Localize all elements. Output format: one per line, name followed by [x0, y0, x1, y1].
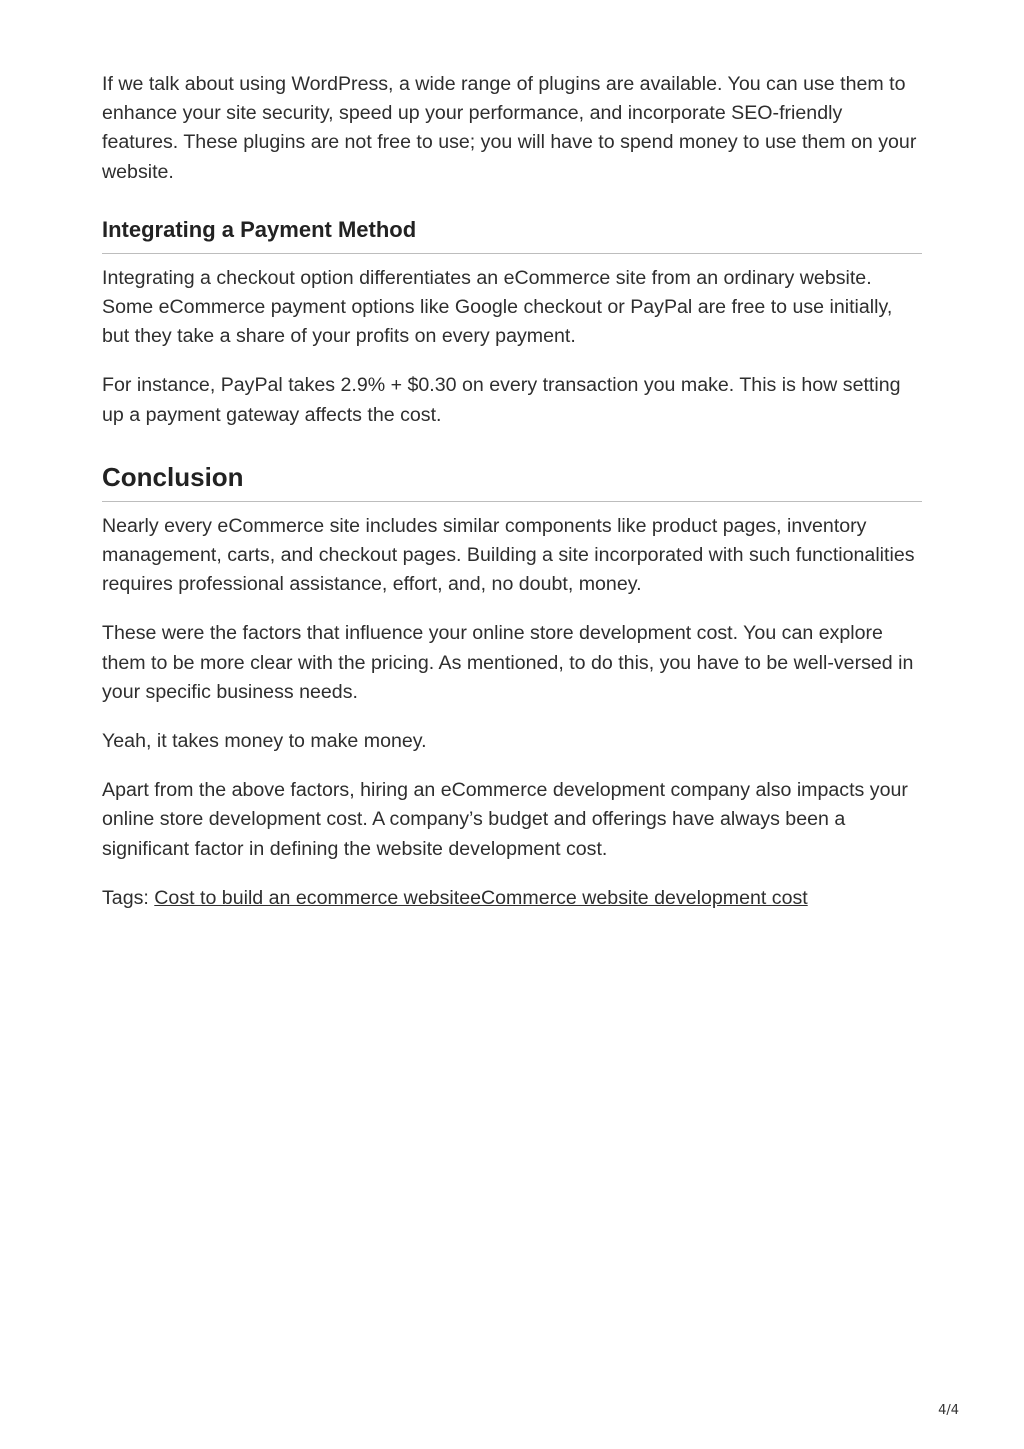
payment-method-heading: Integrating a Payment Method [102, 215, 922, 254]
conclusion-heading: Conclusion [102, 460, 922, 502]
intro-paragraph: If we talk about using WordPress, a wide range of plugins are available. You can use them to enhance your site security, speed up your performance, and incorporate SEO-friendly features. These plugins are not free to use; you will have to spend money to use them on your website. [102, 73, 917, 183]
payment-paragraph-2: For instance, PayPal takes 2.9% + $0.30 on every transaction you make. This is how setting up a payment gateway affects the cost. [102, 374, 901, 426]
page-number: 4/4 [938, 1403, 959, 1418]
conclusion-paragraph-1: Nearly every eCommerce site includes similar components like product pages, inventory management, carts, and checkout pages. Building a site incorporated with such functionalities requires professional assistance, effort, and, no doubt, money. [102, 514, 915, 596]
conclusion-paragraph-3: Yeah, it takes money to make money. [102, 730, 427, 753]
tags-line [102, 884, 922, 913]
payment-paragraph-1: Integrating a checkout option differentiates an eCommerce site from an ordinary website. Some eCommerce payment options like Google checkout or PayPal are free to use initially, but they take a share of your profits on every payment. [102, 266, 893, 348]
tags-label: Tags: [102, 886, 155, 909]
tag-link-cost-to-build[interactable]: Cost to build an ecommerce website [154, 886, 471, 909]
article-body [102, 70, 922, 933]
conclusion-paragraph-4: Apart from the above factors, hiring an eCommerce development company also impacts your online store development cost. A company’s budget and offerings have always been a significant factor in defining the website development cost. [102, 779, 908, 860]
tag-link-development-cost[interactable]: eCommerce website development cost [470, 886, 808, 909]
conclusion-paragraph-2: These were the factors that influence your online store development cost. You can explore them to be more clear with the pricing. As mentioned, to do this, you have to be well-versed in your specific business needs. [102, 622, 914, 703]
